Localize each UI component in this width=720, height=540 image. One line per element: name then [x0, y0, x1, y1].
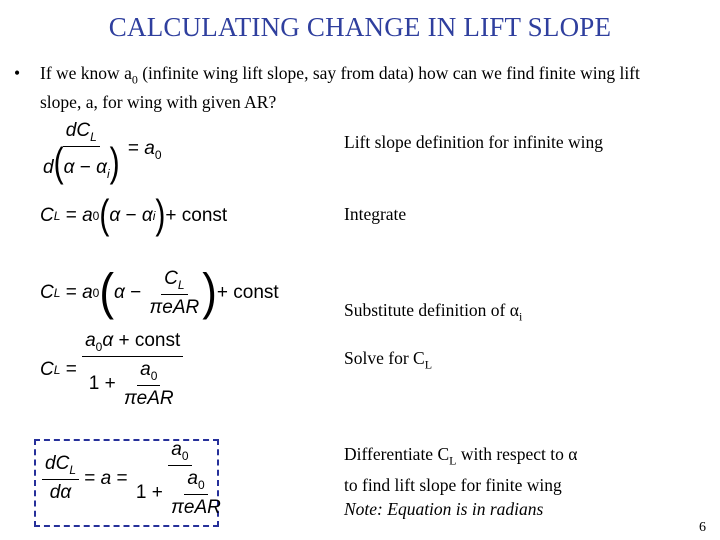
note-integrate: Integrate — [344, 204, 407, 224]
page-number: 6 — [699, 520, 706, 535]
equation-finite-lift-slope: $\frac{dC_L}{d\alpha}$ = a = $a_0$ 1 + $\frac{a_0}{\text{πeAR}}$ — [42, 439, 227, 519]
equation-substituted: C L = a 0 ( α − $\frac{C_L}{\text{πeAR}}$ ) + const — [40, 264, 279, 321]
bullet-text: If we know $a_0$ (infinite wing lift slope, say from data) how can we find finite wing lift slope, a, for wing with given AR? — [40, 63, 640, 112]
note-definition: Lift slope definition for infinite wing — [344, 132, 604, 152]
slide-title: CALCULATING CHANGE IN LIFT SLOPE — [108, 12, 612, 42]
equation-integrated: C L = a 0 ( α − α i ) + const — [40, 193, 228, 238]
equation-solve-cl: C L = $a_0\alpha$ + const 1 + $\frac{a_0}{\text{πeAR}}$ — [40, 330, 183, 410]
note-substitute: Substitute definition of $\alpha_i$ — [344, 300, 523, 324]
note-solve: Solve for $C_L$ — [344, 348, 433, 372]
bullet-icon: • — [14, 63, 21, 83]
equation-lift-slope-definition: $\frac{dC_L}{d(\alpha - \alpha_i)}$ = $a_0$ — [40, 120, 162, 181]
eq1-fraction: $\frac{dC_L}{d(\alpha - \alpha_i)}$ — [43, 120, 120, 186]
note-differentiate: Differentiate $C_L$ with respect to α to find lift slope for finite wing Note: Equation is in radians — [344, 444, 578, 519]
